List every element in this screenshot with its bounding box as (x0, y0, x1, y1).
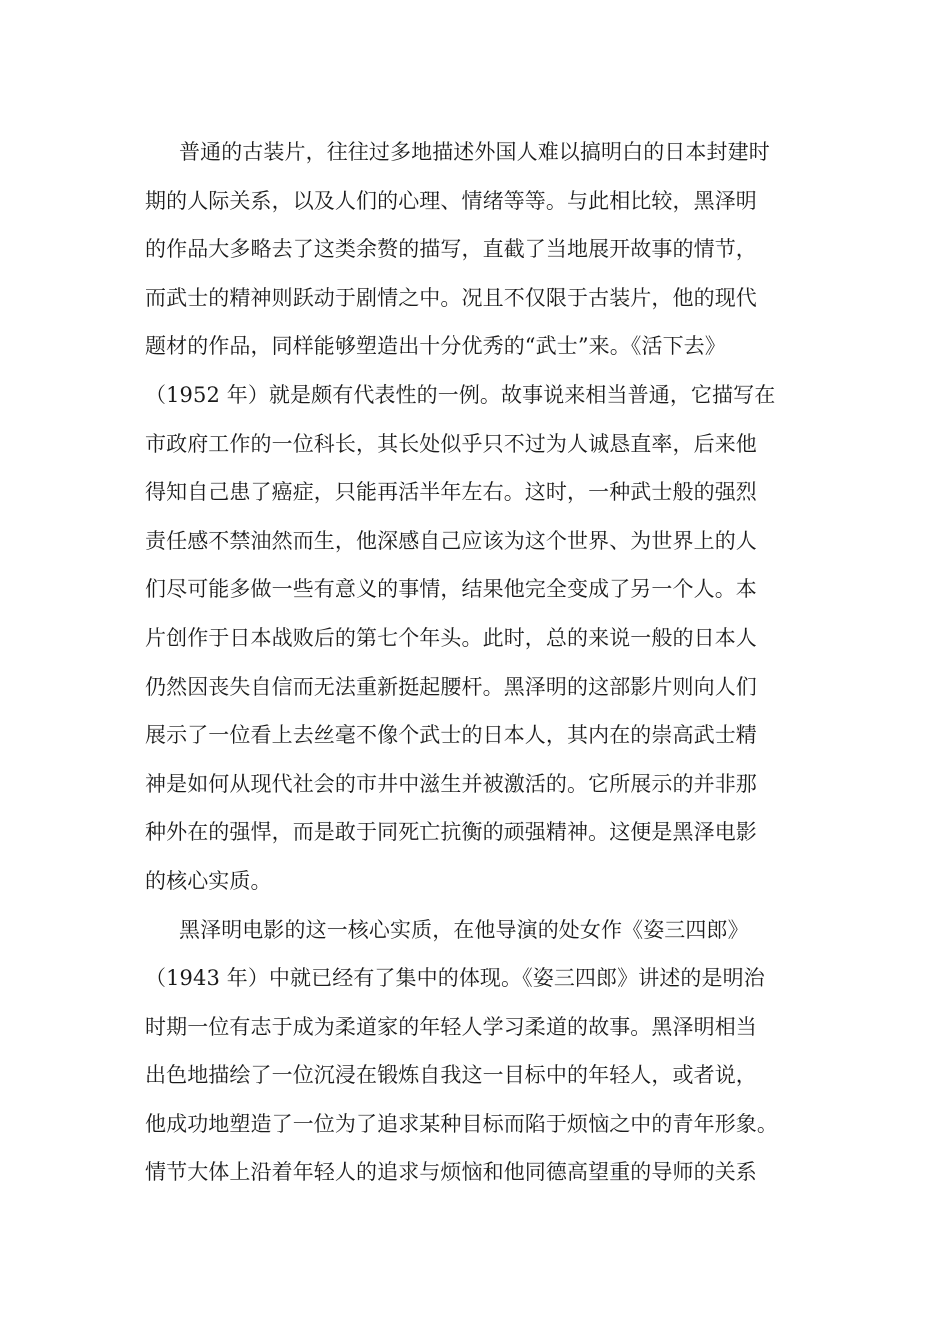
text-line: 的核心实质。 (145, 868, 272, 893)
text-line: 时期一位有志于成为柔道家的年轻人学习柔道的故事。黑泽明相当 (145, 1014, 757, 1039)
text-line: 市政府工作的一位科长，其长处似乎只不过为人诚恳直率，后来他 (145, 431, 757, 456)
text-line: （1952 年）就是颇有代表性的一例。故事说来相当普通，它描写在 (145, 382, 776, 407)
text-line: 期的人际关系，以及人们的心理、情绪等等。与此相比较，黑泽明 (145, 188, 757, 213)
text-line: 情节大体上沿着年轻人的追求与烦恼和他同德高望重的导师的关系 (145, 1160, 757, 1185)
text-line: 责任感不禁油然而生，他深感自己应该为这个世界、为世界上的人 (145, 528, 757, 553)
text-line: 而武士的精神则跃动于剧情之中。况且不仅限于古装片，他的现代 (145, 285, 757, 310)
text-line: 他成功地塑造了一位为了追求某种目标而陷于烦恼之中的青年形象。 (145, 1111, 778, 1136)
text-line: 们尽可能多做一些有意义的事情，结果他完全变成了另一个人。本 (145, 577, 757, 602)
text-line: 片创作于日本战败后的第七个年头。此时，总的来说一般的日本人 (145, 625, 757, 650)
text-line: 得知自己患了癌症，只能再活半年左右。这时，一种武士般的强烈 (145, 480, 757, 505)
text-line: 普通的古装片，往往过多地描述外国人难以搞明白的日本封建时 (179, 140, 770, 164)
text-line: （1943 年）中就已经有了集中的体现。《姿三四郎》讲述的是明治 (145, 966, 765, 991)
body-text (145, 128, 810, 1197)
text-line: 黑泽明电影的这一核心实质，在他导演的处女作《姿三四郎》 (179, 917, 749, 942)
text-line: 种外在的强悍，而是敢于同死亡抗衡的顽强精神。这便是黑泽电影 (145, 820, 757, 845)
text-line: 的作品大多略去了这类余赘的描写，直截了当地展开故事的情节， (145, 237, 757, 262)
text-line: 题材的作品，同样能够塑造出十分优秀的“武士”来。《活下去》 (145, 334, 726, 359)
text-line: 仍然因丧失自信而无法重新挺起腰杆。黑泽明的这部影片则向人们 (145, 674, 757, 699)
text-line: 神是如何从现代社会的市井中滋生并被激活的。它所展示的并非那 (145, 771, 757, 796)
text-line: 出色地描绘了一位沉浸在锻炼自我这一目标中的年轻人，或者说， (145, 1063, 757, 1088)
text-line: 展示了一位看上去丝毫不像个武士的日本人，其内在的崇高武士精 (145, 723, 757, 748)
